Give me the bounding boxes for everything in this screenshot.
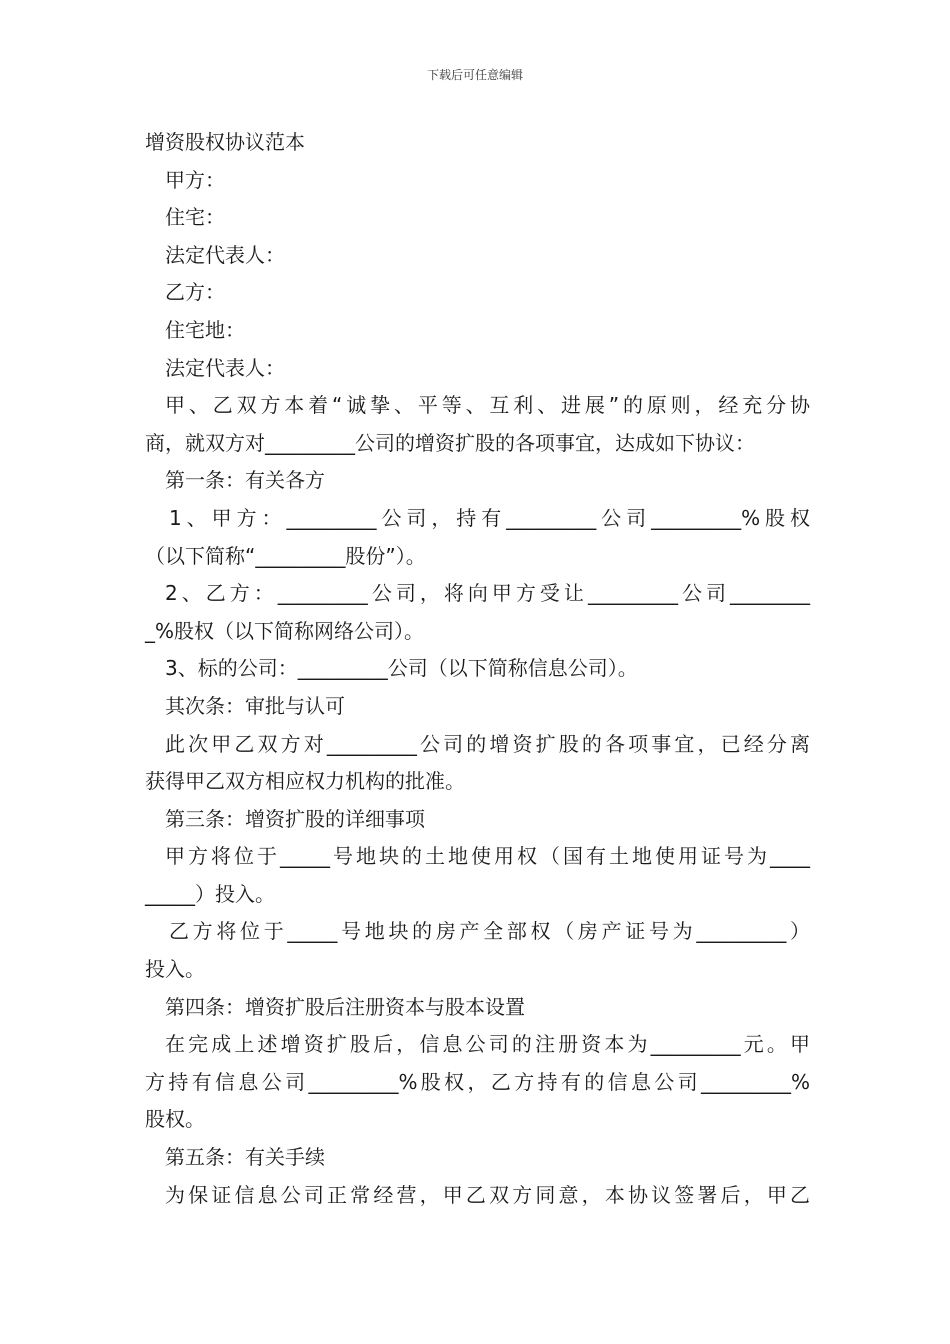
article-2-title: 其次条：审批与认可 <box>165 693 345 718</box>
party-b-representative: 法定代表人： <box>165 355 285 380</box>
preamble-line-1: 甲、乙双方本着“诚挚、平等、互利、进展”的原则，经充分协 <box>165 393 810 418</box>
party-a-representative: 法定代表人： <box>165 242 285 267</box>
article-4-title: 第四条：增资扩股后注册资本与股本设置 <box>165 994 525 1019</box>
article-2-text-line-1: 此次甲乙双方对_________公司的增资扩股的各项事宜，已经分离 <box>165 731 810 756</box>
article-1-item-2-line-1: 2、乙方：_________公司，将向甲方受让_________公司________ <box>165 581 810 606</box>
document-title: 增资股权协议范本 <box>145 130 305 154</box>
article-4-text-line-2: 方持有信息公司_________%股权，乙方持有的信息公司_________% <box>145 1069 810 1094</box>
article-5-title: 第五条：有关手续 <box>165 1145 325 1170</box>
article-1-item-2-line-2: _%股权（以下简称网络公司）。 <box>145 618 425 643</box>
article-1-item-1-line-1: 1、甲方：_________公司，持有_________公司_________%股权 <box>169 505 810 530</box>
article-2-text-line-2: 获得甲乙双方相应权力机构的批准。 <box>145 769 465 794</box>
article-3-a-line-2: _____）投入。 <box>145 881 275 906</box>
article-1-item-3: 3、标的公司：_________公司（以下简称信息公司）。 <box>165 656 638 681</box>
party-b-label: 乙方： <box>165 280 225 305</box>
article-3-b-line-1: 乙方将位于_____号地块的房产全部权（房产证号为_________） <box>169 919 810 944</box>
article-5-text-line-1: 为保证信息公司正常经营，甲乙双方同意，本协议签署后，甲乙 <box>165 1182 810 1207</box>
party-a-address: 住宅： <box>165 205 225 230</box>
article-4-text-line-3: 股权。 <box>145 1107 205 1132</box>
article-3-title: 第三条：增资扩股的详细事项 <box>165 806 425 831</box>
article-3-a-line-1: 甲方将位于_____号地块的土地使用权（国有土地使用证号为____ <box>165 844 810 869</box>
preamble-line-2: 商，就双方对_________公司的增资扩股的各项事宜，达成如下协议： <box>145 430 755 455</box>
page-header-note: 下载后可任意编辑 <box>426 68 523 82</box>
party-b-address: 住宅地： <box>165 317 245 342</box>
article-1-title: 第一条：有关各方 <box>165 468 325 493</box>
document-body <box>145 124 810 1214</box>
article-3-b-line-2: 投入。 <box>145 957 205 982</box>
article-4-text-line-1: 在完成上述增资扩股后，信息公司的注册资本为_________元。甲 <box>165 1032 810 1057</box>
party-a-label: 甲方： <box>165 167 225 192</box>
article-1-item-1-line-2: （以下简称“_________股份”）。 <box>145 543 426 568</box>
